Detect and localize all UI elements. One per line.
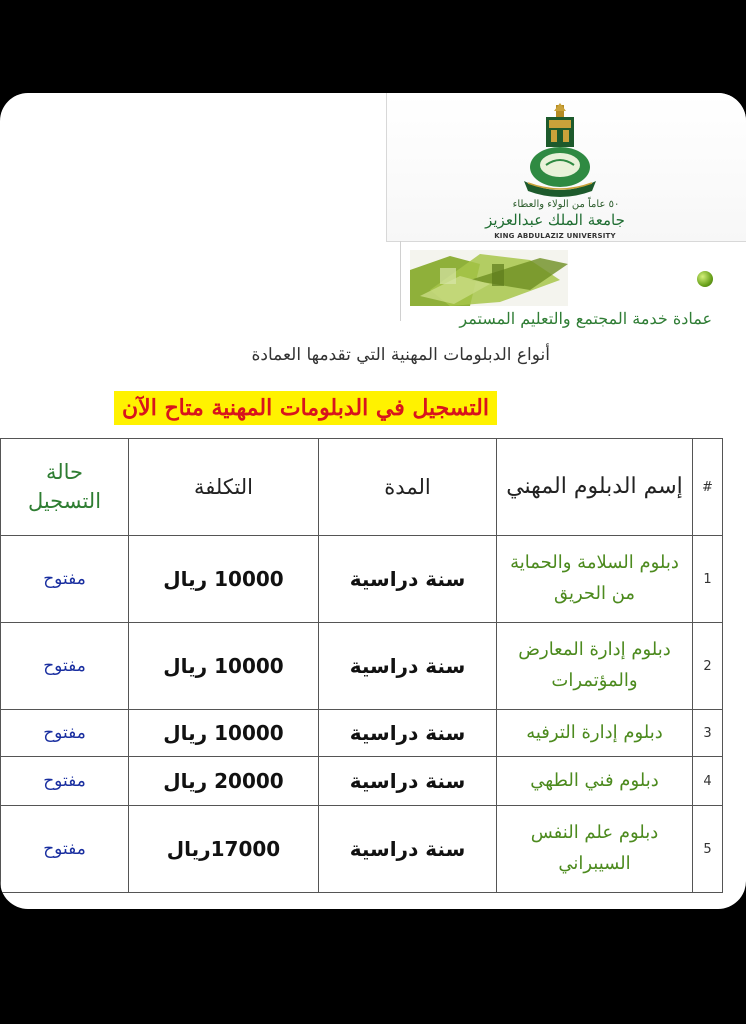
university-emblem-icon: [516, 103, 604, 199]
cost: 10000 ريال: [129, 710, 319, 757]
table-row: [1, 710, 723, 757]
duration: سنة دراسية: [319, 757, 497, 806]
cost: 20000 ريال: [129, 757, 319, 806]
header-number: #: [693, 439, 723, 536]
duration: سنة دراسية: [319, 536, 497, 623]
duration: سنة دراسية: [319, 806, 497, 893]
registration-status: مفتوح: [1, 623, 129, 710]
registration-status: مفتوح: [1, 536, 129, 623]
table-row: [1, 623, 723, 710]
header-status: حالة التسجيل: [1, 439, 129, 536]
diploma-name: دبلوم إدارة الترفيه: [497, 710, 693, 757]
registration-status: مفتوح: [1, 757, 129, 806]
diploma-name: دبلوم السلامة والحماية من الحريق: [497, 536, 693, 623]
diploma-name: دبلوم إدارة المعارض والمؤتمرات: [497, 623, 693, 710]
table-header-row: [1, 439, 723, 536]
cost: 17000ريال: [129, 806, 319, 893]
university-name-english: KING ABDULAZIZ UNIVERSITY: [494, 232, 616, 240]
row-number: 5: [693, 806, 723, 893]
header-diploma-name: إسم الدبلوم المهني: [497, 439, 693, 536]
row-number: 3: [693, 710, 723, 757]
diploma-name: دبلوم فني الطهي: [497, 757, 693, 806]
row-number: 4: [693, 757, 723, 806]
table-row: [1, 536, 723, 623]
cost: 10000 ريال: [129, 623, 319, 710]
duration: سنة دراسية: [319, 623, 497, 710]
deanship-title: عمادة خدمة المجتمع والتعليم المستمر: [459, 309, 712, 328]
bullet-icon: [697, 271, 713, 287]
diploma-name: دبلوم علم النفس السيبراني: [497, 806, 693, 893]
university-motto: ٥٠ عاماً من الولاء والعطاء: [512, 199, 620, 210]
row-number: 2: [693, 623, 723, 710]
page-subtitle: أنواع الدبلومات المهنية التي تقدمها العمادة: [251, 345, 550, 365]
registration-status: مفتوح: [1, 710, 129, 757]
table-row: [1, 757, 723, 806]
page-card: [0, 93, 746, 909]
registration-announcement: التسجيل في الدبلومات المهنية متاح الآن: [114, 391, 497, 425]
duration: سنة دراسية: [319, 710, 497, 757]
cost: 10000 ريال: [129, 536, 319, 623]
registration-status: مفتوح: [1, 806, 129, 893]
university-name-arabic: جامعة الملك عبدالعزيز: [485, 211, 625, 229]
row-number: 1: [693, 536, 723, 623]
table-row: [1, 806, 723, 893]
header-cost: التكلفة: [129, 439, 319, 536]
banner-image: [410, 250, 568, 306]
diplomas-table: [0, 438, 723, 893]
header-duration: المدة: [319, 439, 497, 536]
